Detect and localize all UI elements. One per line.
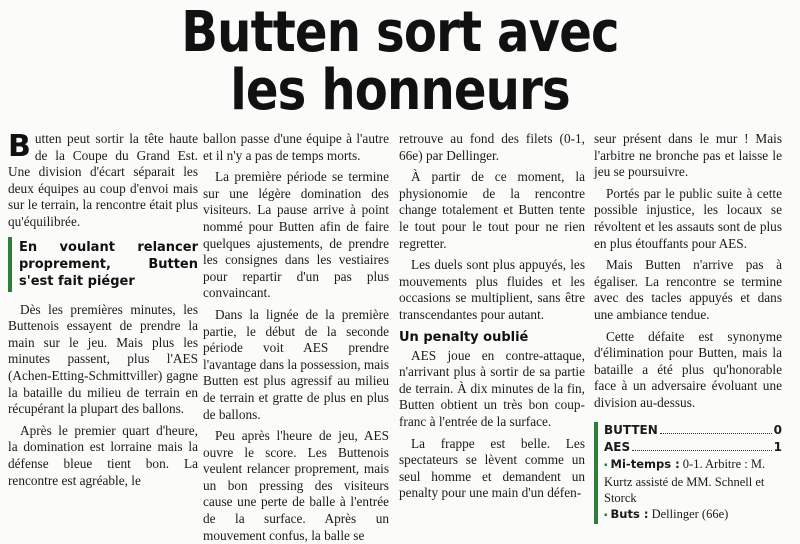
bullet-icon: ▪	[604, 509, 608, 521]
team-score: 1	[773, 439, 782, 454]
paragraph: AES joue en contre-attaque, n'arrivant plus à sortir de sa partie de terrain. À dix minutes de la fin, Butten obtient un très bon coup-franc à l'entrée de la surface.	[399, 347, 585, 429]
halftime-text: 0-1. Arbitre : M. Kurtz assisté de MM. Schnell et Storck	[604, 456, 766, 505]
match-scorebox	[594, 422, 782, 524]
paragraph: seur présent dans le mur ! Mais l'arbitre ne bronche pas et laisse le jeu se poursuivre.	[594, 131, 782, 180]
paragraph: Portés par le public suite à cette possible injustice, les locaux se révoltent et les assauts sont de plus en plus étouffants pour AES.	[594, 185, 782, 251]
article-column-3	[399, 131, 585, 527]
team-name: BUTTEN	[604, 422, 658, 437]
paragraph: Dès les premières minutes, les Buttenois essayent de prendre la main sur le jeu. Mais plus les minutes passent, plus l'AES (Achen-Etting-Schmittviller) gagne la bataille du milieu de terrain en récupérant la plupart des ballons.	[8, 301, 198, 417]
paragraph: Les duels sont plus appuyés, les mouvements plus fluides et les occasions se multiplient, sans être transcendantes pour autant.	[399, 257, 585, 322]
headline-line-1: Butten sort avec	[181, 0, 619, 65]
article-column-2	[203, 131, 389, 543]
paragraph: ballon passe d'une équipe à l'autre et il n'y a pas de temps morts.	[203, 131, 389, 163]
paragraph: retrouve au fond des filets (0-1, 66e) par Dellinger.	[399, 131, 585, 163]
leader-dots	[660, 433, 772, 434]
article-headline	[56, 0, 744, 123]
article-column-4	[594, 131, 782, 527]
paragraph: Mais Butten n'arrive pas à égaliser. La rencontre se termine avec des tacles appuyés et dans une ambiance tendue.	[594, 257, 782, 322]
section-heading: Un penalty oublié	[399, 329, 529, 345]
paragraph: Après le premier quart d'heure, la domination est lorraine mais la défense bleue tient bon. La rencontre est agréable, le	[8, 422, 198, 488]
paragraph: Cette défaite est synonyme d'élimination pour Butten, mais la bataille a été plus qu'honorable face à un adversaire évoluant une division au-dessus.	[594, 328, 782, 410]
article-column-1	[8, 131, 198, 527]
drop-cap: B	[8, 129, 31, 164]
paragraph: Dans la lignée de la première partie, le début de la seconde période voit AES prendre l'avantage dans la possession, mais Butten est plus agressif au milieu de terrain et gratte de plus en plus de ballons.	[203, 306, 389, 422]
team-name: AES	[604, 439, 631, 454]
paragraph: La frappe est belle. Les spectateurs se lèvent comme un seul homme et demandent un penalty pour une main d'un défen-	[399, 435, 585, 501]
goals-info	[604, 506, 782, 524]
subheading: En voulant relancer proprement, Butten s'est fait piéger	[8, 237, 198, 292]
leader-dots	[632, 450, 772, 451]
headline-line-2: les honneurs	[230, 58, 570, 123]
intro-text: utten peut sortir la tête haute de la Coupe du Grand Est. Une division d'écart séparait les deux équipes au coup d'envoi mais sur le terrain, la rencontre était plus qu'équilibrée.	[8, 131, 198, 229]
team-score: 0	[773, 422, 782, 437]
score-row-home	[604, 422, 782, 439]
score-row-away	[604, 439, 782, 456]
paragraph: Peu après l'heure de jeu, AES ouvre le score. Les Buttenois veulent relancer proprement, mais un bon pressing des visiteurs cause une perte de balle à l'entrée de la surface. Après un mouvement confus, la balle se	[203, 428, 389, 543]
goals-label: Buts :	[610, 506, 649, 521]
halftime-info	[604, 456, 782, 506]
bullet-icon: ▪	[604, 459, 608, 471]
goals-text: Dellinger (66e)	[651, 506, 729, 521]
paragraph: La première période se termine sur une légère domination des visiteurs. La pause arrive à point nommé pour Butten afin de faire quelques ajustements, de prendre les consignes dans les vestiaires pour repartir d'un pas plus convaincant.	[203, 169, 389, 301]
halftime-label: Mi-temps :	[610, 456, 680, 471]
paragraph: À partir de ce moment, la physionomie de la rencontre change totalement et Butten tente le tout pour le tout pour ne rien regretter.	[399, 169, 585, 251]
intro-paragraph	[8, 131, 198, 231]
